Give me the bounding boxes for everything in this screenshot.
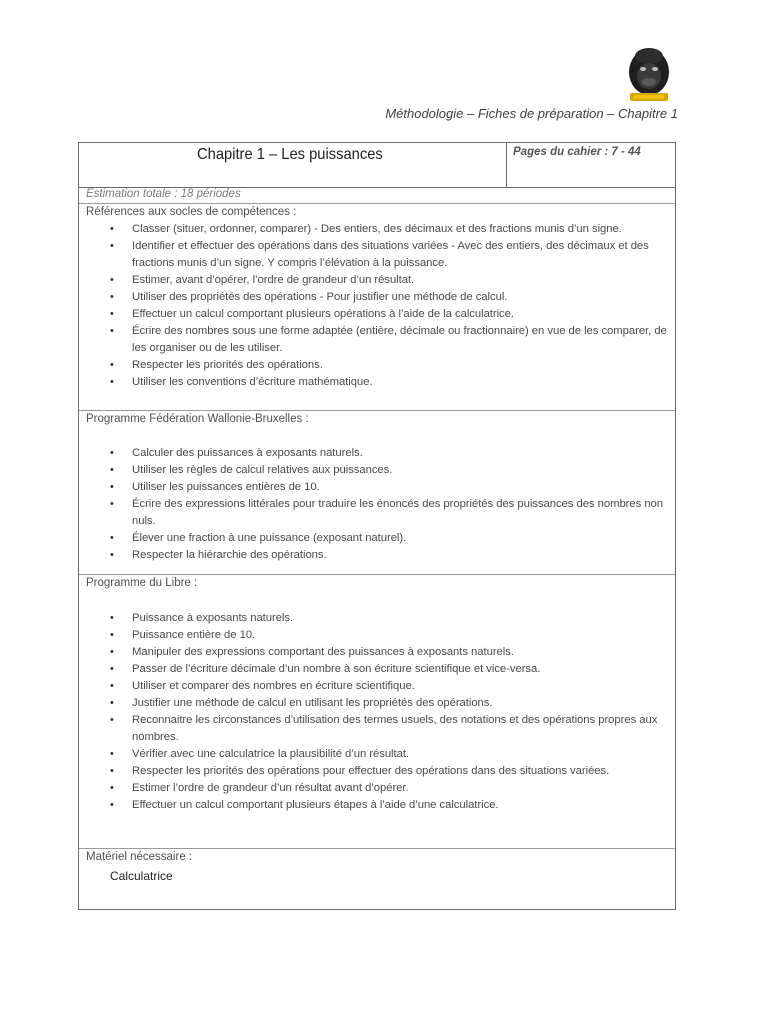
estimation-row bbox=[79, 187, 675, 204]
list-item: • Utiliser les puissances entières de 10. bbox=[79, 479, 675, 496]
list-item: • Écrire des nombres sous une forme adaptée (entière, décimale ou fractionnaire) en vue de les comparer, de les organiser ou de les utiliser. bbox=[79, 323, 675, 357]
socles-heading: Références aux socles de compétences : bbox=[86, 206, 297, 218]
chapter-title: Chapitre 1 – Les puissances bbox=[197, 146, 383, 163]
list-item: • Écrire des expressions littérales pour traduire les énoncés des propriétés des puissances des nombres non nuls. bbox=[79, 496, 675, 530]
list-item: • Utiliser des propriétés des opérations - Pour justifier une méthode de calcul. bbox=[79, 289, 675, 306]
materiel-item: Calculatrice bbox=[110, 869, 173, 883]
list-item: • Puissance entière de 10. bbox=[79, 627, 675, 644]
socles-list bbox=[79, 221, 675, 391]
list-item: • Classer (situer, ordonner, comparer) - Des entiers, des décimaux et des fractions munis d’un signe. bbox=[79, 221, 675, 238]
list-item: • Utiliser et comparer des nombres en écriture scientifique. bbox=[79, 678, 675, 695]
libre-heading: Programme du Libre : bbox=[86, 577, 198, 589]
list-item: • Respecter les priorités des opérations. bbox=[79, 357, 675, 374]
list-item: • Passer de l’écriture décimale d’un nombre à son écriture scientifique et vice-versa. bbox=[79, 661, 675, 678]
list-item: • Utiliser les règles de calcul relatives aux puissances. bbox=[79, 462, 675, 479]
list-item: • Respecter les priorités des opérations pour effectuer des opérations dans des situations variées. bbox=[79, 763, 675, 780]
list-item: • Identifier et effectuer des opérations dans des situations variées - Avec des entiers, des décimaux et des fractions munis d’un signe. Y compris l’élévation à la puissance. bbox=[79, 238, 675, 272]
list-item: • Reconnaitre les circonstances d’utilisation des termes usuels, des notations et des opérations propres aux nombres. bbox=[79, 712, 675, 746]
socles-section bbox=[79, 204, 675, 411]
materiel-heading: Matériel nécessaire : bbox=[86, 851, 193, 863]
list-item: • Effectuer un calcul comportant plusieurs opérations à l’aide de la calculatrice. bbox=[79, 306, 675, 323]
list-item: • Vérifier avec une calculatrice la plausibilité d’un résultat. bbox=[79, 746, 675, 763]
list-item: • Estimer l’ordre de grandeur d’un résultat avant d’opérer. bbox=[79, 780, 675, 797]
list-item: • Utiliser les conventions d’écriture mathématique. bbox=[79, 374, 675, 391]
list-item: • Justifier une méthode de calcul en utilisant les propriétés des opérations. bbox=[79, 695, 675, 712]
list-item: • Calculer des puissances à exposants naturels. bbox=[79, 445, 675, 462]
document-header: Méthodologie – Fiches de préparation – Chapitre 1 bbox=[385, 106, 678, 121]
list-item: • Élever une fraction à une puissance (exposant naturel). bbox=[79, 530, 675, 547]
fwb-heading: Programme Fédération Wallonie-Bruxelles : bbox=[86, 413, 309, 425]
fwb-list bbox=[79, 445, 675, 564]
estimation-text: Estimation totale : 18 périodes bbox=[86, 188, 241, 200]
preparation-sheet-table bbox=[78, 142, 676, 910]
list-item: • Effectuer un calcul comportant plusieurs étapes à l’aide d’une calculatrice. bbox=[79, 797, 675, 814]
list-item: • Manipuler des expressions comportant des puissances à exposants naturels. bbox=[79, 644, 675, 661]
gorilla-logo bbox=[622, 44, 678, 106]
libre-list bbox=[79, 610, 675, 814]
fwb-section bbox=[79, 411, 675, 575]
list-item: • Estimer, avant d’opérer, l’ordre de grandeur d’un résultat. bbox=[79, 272, 675, 289]
title-row bbox=[79, 143, 675, 188]
title-cell bbox=[79, 143, 507, 187]
list-item: • Respecter la hiérarchie des opérations. bbox=[79, 547, 675, 564]
pages-du-cahier: Pages du cahier : 7 - 44 bbox=[513, 146, 641, 158]
libre-section bbox=[79, 575, 675, 849]
list-item: • Puissance à exposants naturels. bbox=[79, 610, 675, 627]
materiel-section bbox=[79, 849, 675, 910]
